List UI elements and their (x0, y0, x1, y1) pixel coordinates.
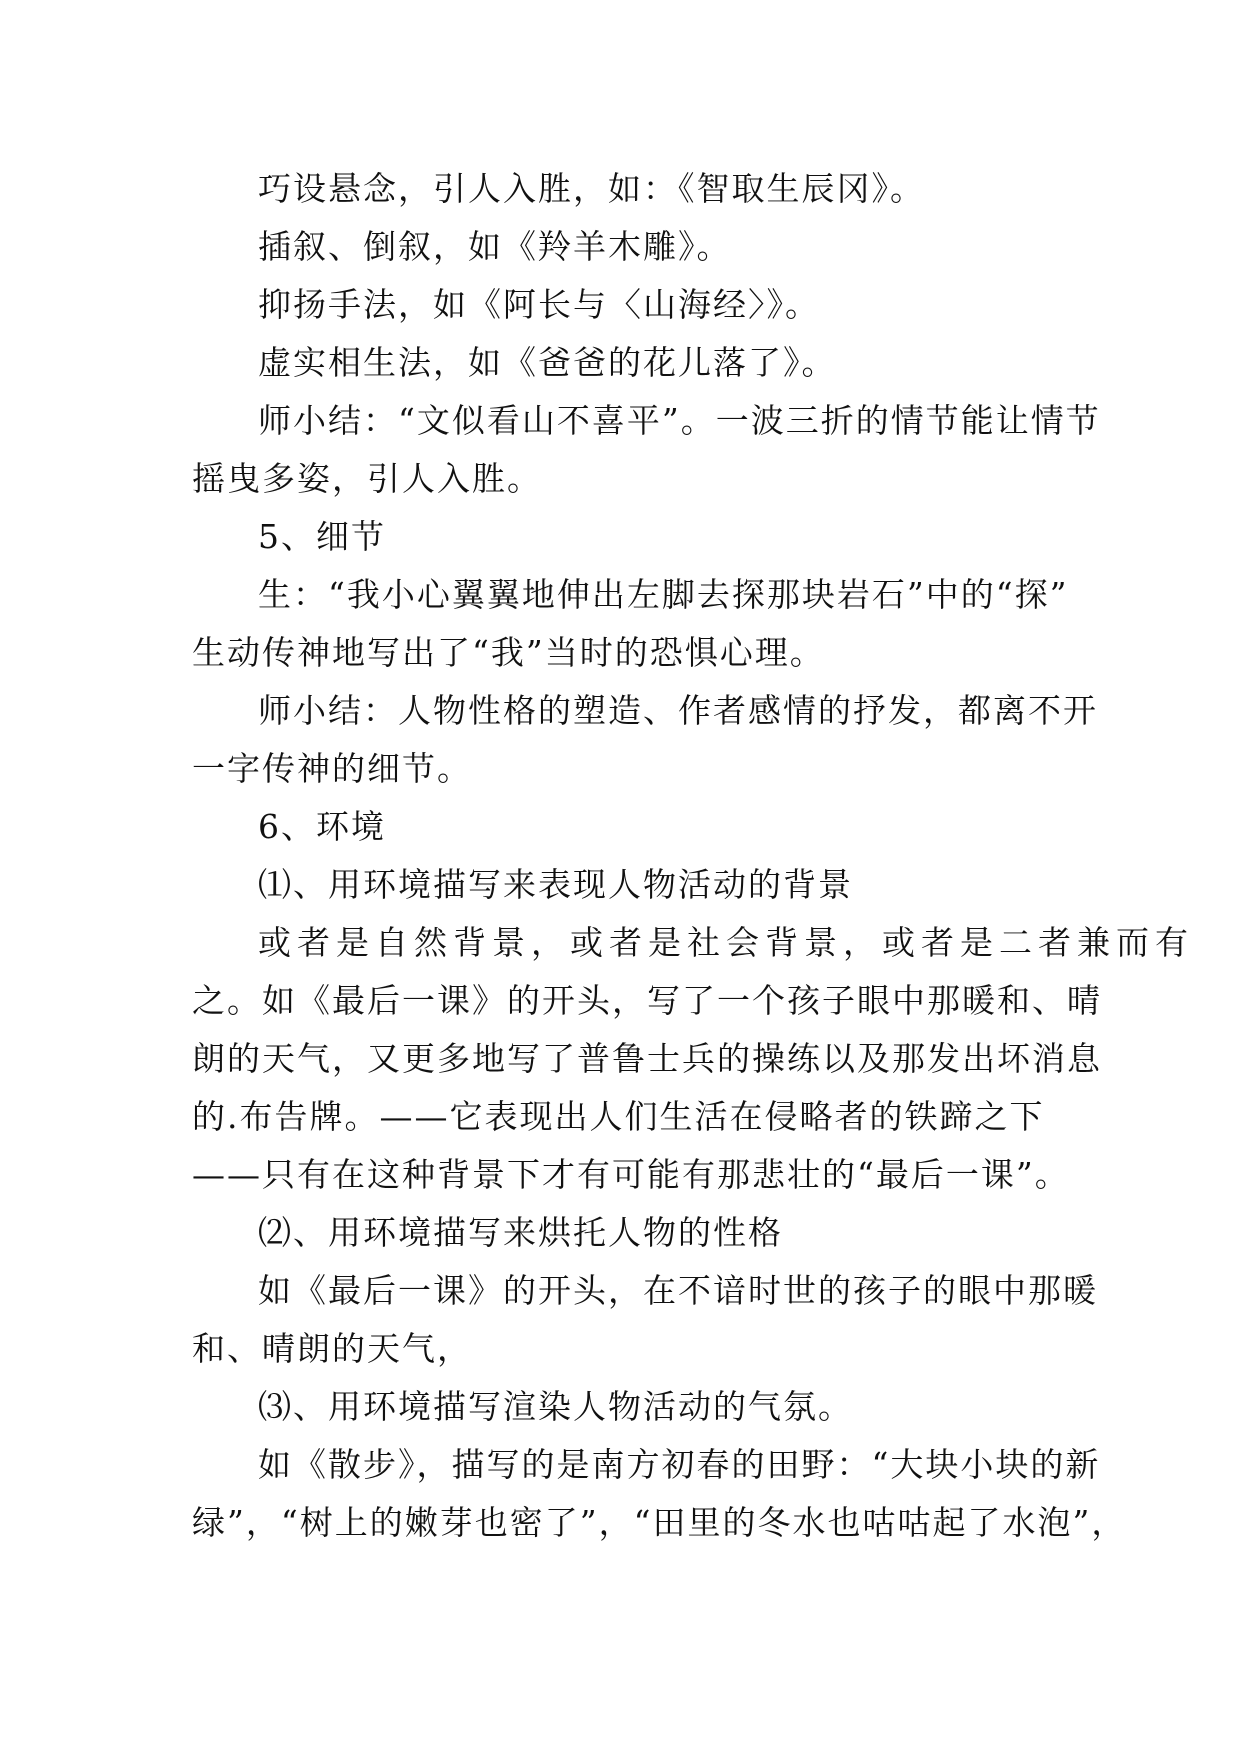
section-heading: 6、环境 (258, 807, 386, 846)
paragraph-line: 之。如《最后一课》的开头，写了一个孩子眼中那暖和、晴 (192, 981, 1102, 1020)
paragraph-line: 如《散步》，描写的是南方初春的田野：“大块小块的新 (258, 1445, 1101, 1484)
paragraph-line: 的.布告牌。——它表现出人们生活在侵略者的铁蹄之下 (192, 1097, 1045, 1136)
paragraph-line: 或者是自然背景，或者是社会背景，或者是二者兼而有 (258, 923, 1194, 962)
paragraph-line: ——只有在这种背景下才有可能有那悲壮的“最后一课”。 (192, 1155, 1070, 1194)
section-heading: 5、细节 (258, 517, 386, 556)
paragraph-line: 插叙、倒叙，如《羚羊木雕》。 (258, 227, 732, 266)
subsection-heading: ⑶、用环境描写渲染人物活动的气氛。 (258, 1387, 853, 1426)
paragraph-line: 虚实相生法，如《爸爸的花儿落了》。 (258, 343, 837, 382)
paragraph-line: 生：“我小心翼翼地伸出左脚去探那块岩石”中的“探” (258, 575, 1069, 614)
paragraph-line: 如《最后一课》的开头，在不谙时世的孩子的眼中那暖 (258, 1271, 1098, 1310)
paragraph-line: 师小结：“文似看山不喜平”。一波三折的情节能让情节 (258, 401, 1101, 440)
paragraph-line: 抑扬手法，如《阿长与〈山海经〉》。 (258, 285, 820, 324)
paragraph-line: 朗的天气，又更多地写了普鲁士兵的操练以及那发出坏消息 (192, 1039, 1102, 1078)
paragraph-line: 巧设悬念，引人入胜，如：《智取生辰冈》。 (258, 169, 925, 208)
paragraph-line: 生动传神地写出了“我”当时的恐惧心理。 (192, 633, 825, 672)
paragraph-line: 和、晴朗的天气， (192, 1329, 472, 1368)
document-body (192, 160, 1194, 1552)
paragraph-line: 摇曳多姿，引人入胜。 (192, 459, 542, 498)
paragraph-line: 一字传神的细节。 (192, 749, 472, 788)
paragraph-line: 绿”，“树上的嫩芽也密了”，“田里的冬水也咕咕起了水泡”， (192, 1503, 1127, 1542)
subsection-heading: ⑵、用环境描写来烘托人物的性格 (258, 1213, 783, 1252)
paragraph-line: 师小结：人物性格的塑造、作者感情的抒发，都离不开 (258, 691, 1098, 730)
subsection-heading: ⑴、用环境描写来表现人物活动的背景 (258, 865, 853, 904)
